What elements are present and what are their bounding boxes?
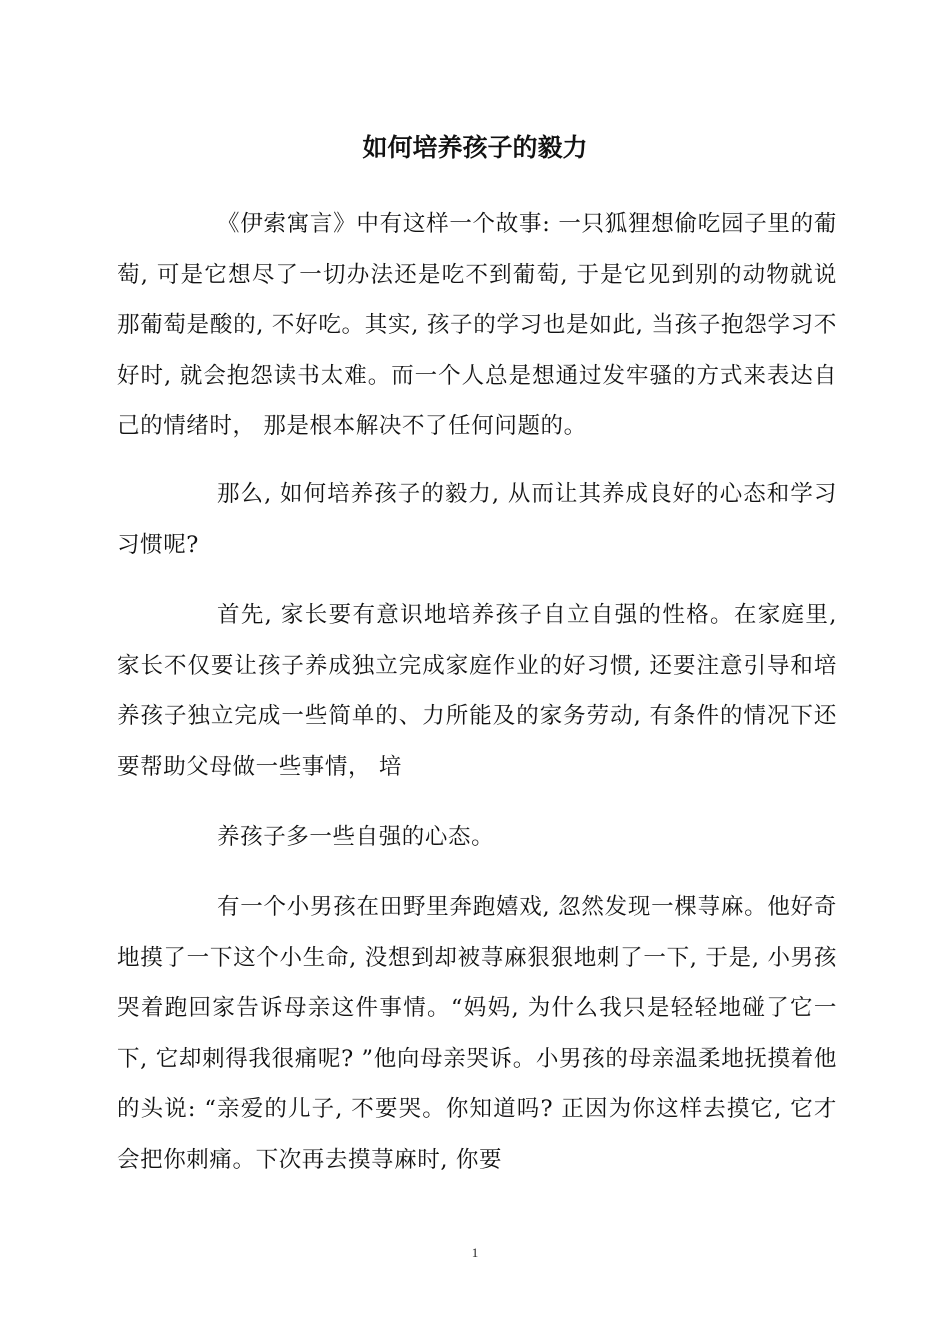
document-title: 如何培养孩子的毅力 (362, 133, 588, 162)
paragraph-continuation: 养孩子多一些自强的心态。 (217, 824, 495, 850)
paragraph-aesop-fable: 《伊索寓言》中有这样一个故事: 一只狐狸想偷吃园子里的葡萄, 可是它想尽了一切办法还是吃不到葡萄, 于是它见到别的动物就说那葡萄是酸的, 不好吃。其实, 孩子的学习也是如此, 当孩子抱怨学习不好时, 就会抱怨读书太难。而一个人总是想通过发牢骚的方式来表达自己的情绪时， 那是根本解决不了任何问题的。 (117, 211, 837, 439)
paragraph-first-point: 首先, 家长要有意识地培养孩子自立自强的性格。在家庭里, 家长不仅要让孩子养成独立完成家庭作业的好习惯, 还要注意引导和培养孩子独立完成一些简单的、力所能及的家务劳动, 有条件的情况下还要帮助父母做一些事情， 培 (117, 602, 837, 780)
paragraph-question: 那么, 如何培养孩子的毅力, 从而让其养成良好的心态和学习习惯呢? (117, 481, 837, 558)
paragraph-nettle-story: 有一个小男孩在田野里奔跑嬉戏, 忽然发现一棵荨麻。他好奇地摸了一下这个小生命, 没想到却被荨麻狠狠地刺了一下, 于是, 小男孩哭着跑回家告诉母亲这件事情。“妈妈, 为什么我只是轻轻地碰了它一下, 它却刺得我很痛呢? ”他向母亲哭诉。小男孩的母亲温柔地抚摸着他的头说: “亲爱的儿子, 不要哭。你知道吗? 正因为你这样去摸它, 它才会把你刺痛。下次再去摸荨麻时, 你要 (117, 894, 837, 1173)
page-number: 1 (471, 1245, 479, 1260)
